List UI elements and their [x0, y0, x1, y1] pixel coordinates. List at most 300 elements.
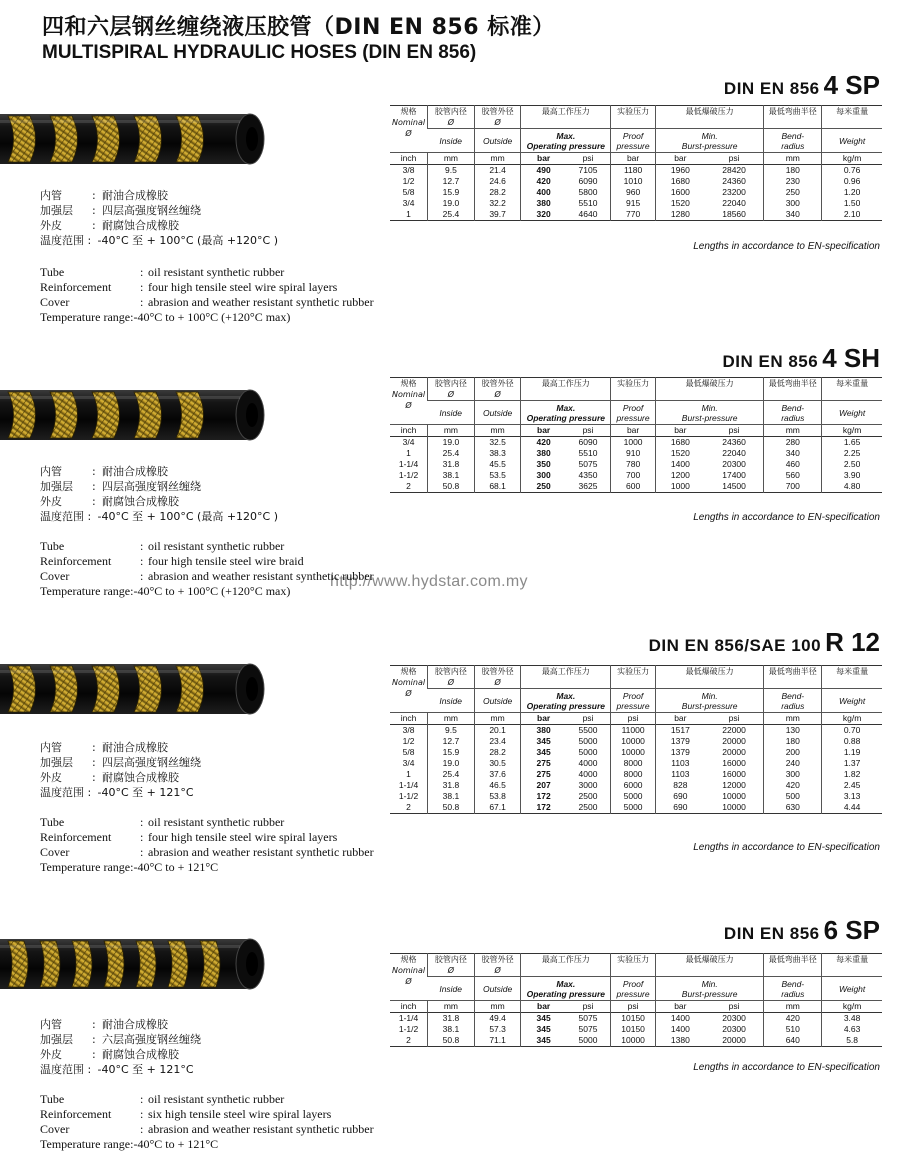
table-cell: 2.25 — [822, 448, 882, 459]
table-cell: 500 — [764, 791, 822, 802]
spec-row-cn — [40, 785, 201, 800]
header-text: Ø — [447, 118, 455, 127]
spec-row-en — [40, 280, 388, 295]
header-text: Burst-pressure — [681, 700, 738, 711]
unit-cell: inch — [400, 713, 417, 723]
standard-title-type: 4 SH — [822, 343, 880, 373]
spec-colon: : — [87, 1063, 92, 1076]
spec-colon: : — [140, 1092, 144, 1106]
table-header-cell — [390, 666, 428, 713]
spec-value-en: -40°C to + 121°C — [133, 1137, 219, 1151]
table-cell: 23200 — [722, 187, 746, 197]
standard-title — [724, 70, 880, 101]
spec-colon: : — [140, 265, 144, 279]
unit-cell: bar — [655, 425, 704, 437]
table-header-cell — [390, 954, 428, 1001]
table-cell: 1379 — [655, 736, 704, 747]
table-units-row — [390, 1001, 882, 1013]
table-cell: 350 — [521, 459, 566, 470]
header-text: Burst-pressure — [681, 140, 738, 151]
spec-colon: : — [87, 234, 92, 247]
table-cell: 1010 — [611, 176, 656, 187]
spec-value-cn: 耐油合成橡胶 — [102, 189, 168, 202]
table-cell: 38.1 — [428, 791, 475, 802]
spec-colon: : — [140, 554, 144, 568]
spec-row-en — [40, 1122, 428, 1137]
spec-table — [390, 105, 882, 221]
spec-label-cn: 温度范围 — [40, 510, 84, 523]
header-text: 胶管内径 — [434, 107, 467, 116]
spec-label-en: Cover — [40, 569, 70, 583]
unit-cell: mm — [428, 1001, 475, 1013]
standard-title — [649, 627, 880, 658]
header-text: 规格 — [400, 667, 417, 676]
spec-label-cn: 内管 — [40, 741, 62, 754]
table-cell: 250 — [521, 481, 566, 493]
spec-colon: : — [92, 1048, 96, 1061]
header-text: Outside — [482, 695, 513, 706]
spec-value-cn: 耐腐蚀合成橡胶 — [102, 219, 179, 232]
website-url: http://www.hydstar.com.my — [330, 573, 528, 590]
table-cell: 4350 — [578, 470, 598, 480]
spec-list-cn — [40, 464, 278, 524]
table-cell: 20300 — [722, 1024, 746, 1034]
table-cell: 1/2 — [402, 176, 415, 186]
table-cell: 28.2 — [474, 747, 521, 758]
table-cell: 1180 — [611, 165, 656, 177]
spec-row-cn — [40, 203, 278, 218]
header-text: 最低弯曲半径 — [768, 379, 817, 388]
table-row — [390, 736, 882, 747]
spec-label-cn: 外皮 — [40, 771, 62, 784]
table-cell: 1680 — [655, 176, 704, 187]
spec-value-cn: 耐油合成橡胶 — [102, 465, 168, 478]
table-cell: 1-1/2 — [398, 1024, 419, 1034]
table-cell: 6090 — [578, 437, 598, 447]
unit-cell: mm — [764, 425, 822, 437]
table-cell: 10150 — [611, 1024, 656, 1035]
table-cell: 915 — [611, 198, 656, 209]
table-cell: 460 — [764, 459, 822, 470]
table-cell: 400 — [521, 187, 566, 198]
header-text: Outside — [482, 983, 513, 994]
unit-cell: kg/m — [822, 425, 882, 437]
table-header-cell — [428, 666, 475, 689]
spec-row-cn — [40, 770, 201, 785]
header-text: Bend- — [781, 690, 805, 701]
spec-label-cn: 外皮 — [40, 1048, 62, 1061]
table-cell: 1380 — [655, 1035, 704, 1047]
table-cell: 4000 — [578, 758, 598, 768]
table-header-cell — [655, 666, 763, 689]
table-cell: 2.45 — [822, 780, 882, 791]
spec-row-cn — [40, 509, 278, 524]
spec-value-en: abrasion and weather resistant synthetic rubber — [148, 845, 374, 859]
table-cell: 1200 — [655, 470, 704, 481]
table-cell: 10000 — [611, 1035, 656, 1047]
table-cell: 5510 — [578, 198, 598, 208]
spec-table — [390, 953, 882, 1047]
header-text: 最高工作压力 — [541, 107, 590, 116]
header-text: 实验压力 — [617, 107, 650, 116]
header-text: Proof — [622, 402, 644, 413]
table-row — [390, 1013, 882, 1025]
table-cell: 39.7 — [474, 209, 521, 221]
hose-illustration — [0, 100, 270, 178]
header-text: Proof — [622, 130, 644, 141]
table-header-cell — [474, 977, 521, 1001]
unit-cell: bar — [655, 153, 704, 165]
header-text: radius — [781, 988, 805, 999]
table-header-cell — [611, 378, 656, 401]
table-cell: 31.8 — [428, 780, 475, 791]
table-cell: 3.48 — [822, 1013, 882, 1025]
table-cell: 960 — [611, 187, 656, 198]
table-cell: 11000 — [611, 725, 656, 737]
spec-label-en: Cover — [40, 1122, 70, 1136]
table-header-cell — [428, 378, 475, 401]
table-cell: 4.44 — [822, 802, 882, 814]
header-text: 最低爆破压力 — [685, 379, 734, 388]
table-cell: 71.1 — [474, 1035, 521, 1047]
table-header-cell — [822, 977, 882, 1001]
table-cell: 0.88 — [822, 736, 882, 747]
header-text: 胶管外径 — [481, 107, 514, 116]
table-cell: 345 — [521, 1024, 566, 1035]
table-cell: 3625 — [578, 481, 598, 491]
table-header-cell — [428, 977, 475, 1001]
spec-row-en — [40, 554, 388, 569]
unit-cell: psi — [582, 1001, 594, 1011]
header-text: 规格 — [400, 955, 417, 964]
table-header-cell — [655, 378, 763, 401]
table-cell: 1400 — [655, 459, 704, 470]
table-cell: 20000 — [722, 736, 746, 746]
unit-cell: psi — [611, 1001, 656, 1013]
table-cell: 1517 — [655, 725, 704, 737]
unit-cell: psi — [728, 713, 740, 723]
table-cell: 10000 — [722, 791, 746, 801]
table-header-cell — [428, 689, 475, 713]
table-header-cell — [428, 129, 475, 153]
table-row — [390, 437, 882, 449]
table-cell: 16000 — [722, 758, 746, 768]
table-row — [390, 470, 882, 481]
table-cell: 22040 — [722, 448, 746, 458]
header-text: Weight — [838, 135, 866, 146]
spec-colon: : — [140, 815, 144, 829]
header-text: Nominal — [392, 118, 426, 127]
spec-label-en: Temperature range — [40, 1137, 131, 1151]
table-header-cell — [521, 977, 611, 1001]
unit-cell: mm — [764, 153, 822, 165]
standard-title-type: 4 SP — [823, 70, 880, 100]
spec-label-cn: 外皮 — [40, 219, 62, 232]
header-text: Max. — [556, 978, 576, 989]
table-cell: 12.7 — [428, 176, 475, 187]
spec-colon: : — [87, 510, 92, 523]
spec-row-cn — [40, 1017, 201, 1032]
hose-illustration — [0, 650, 270, 728]
table-header-row — [390, 129, 882, 153]
table-cell: 8000 — [611, 758, 656, 769]
table-row — [390, 165, 882, 177]
table-row — [390, 176, 882, 187]
unit-cell: kg/m — [822, 1001, 882, 1013]
header-text: 最低弯曲半径 — [768, 955, 817, 964]
header-text: radius — [781, 700, 805, 711]
spec-label-en: Cover — [40, 845, 70, 859]
spec-value-cn: 耐油合成橡胶 — [102, 1018, 168, 1031]
table-cell: 1680 — [655, 437, 704, 449]
spec-value-en: -40°C to + 121°C — [133, 860, 219, 874]
unit-cell: kg/m — [822, 713, 882, 725]
table-cell: 640 — [764, 1035, 822, 1047]
table-cell: 10150 — [611, 1013, 656, 1025]
table-cell: 50.8 — [428, 481, 475, 493]
unit-cell: bar — [611, 425, 656, 437]
table-cell: 19.0 — [428, 437, 475, 449]
table-cell: 19.0 — [428, 758, 475, 769]
table-header-cell — [390, 378, 428, 425]
table-cell: 2.10 — [822, 209, 882, 221]
spec-colon: : — [92, 219, 96, 232]
table-cell: 1-1/4 — [398, 1013, 419, 1023]
table-units-row — [390, 425, 882, 437]
spec-note: Lengths in accordance to EN-specification — [693, 241, 880, 252]
table-cell: 4640 — [578, 209, 598, 219]
table-header-cell — [390, 106, 428, 153]
hose-illustration — [0, 376, 270, 454]
table-cell: 53.5 — [474, 470, 521, 481]
table-header-cell — [521, 378, 611, 401]
spec-label-en: Tube — [40, 1092, 65, 1106]
spec-colon: : — [92, 480, 96, 493]
table-header-cell — [822, 689, 882, 713]
table-cell: 10000 — [611, 747, 656, 758]
standard-title-type: 6 SP — [823, 915, 880, 945]
unit-cell: mm — [474, 1001, 521, 1013]
unit-cell: psi — [728, 1001, 740, 1011]
spec-value-cn: 耐腐蚀合成橡胶 — [102, 771, 179, 784]
table-cell: 1.37 — [822, 758, 882, 769]
hose-illustration — [0, 925, 270, 1003]
unit-cell: inch — [400, 425, 417, 435]
table-cell: 345 — [521, 736, 566, 747]
table-cell: 1.82 — [822, 769, 882, 780]
spec-label-cn: 内管 — [40, 465, 62, 478]
unit-cell: psi — [582, 713, 594, 723]
table-cell: 420 — [521, 437, 566, 449]
standard-title — [724, 915, 880, 946]
table-cell: 380 — [521, 448, 566, 459]
header-text: Operating pressure — [526, 140, 606, 151]
spec-row-cn — [40, 233, 278, 248]
table-cell: 50.8 — [428, 1035, 475, 1047]
table-header-cell — [764, 106, 822, 129]
spec-row-cn — [40, 479, 278, 494]
spec-list-cn — [40, 740, 201, 800]
table-cell: 28.2 — [474, 187, 521, 198]
spec-value-cn: 六层高强度钢丝缠绕 — [102, 1033, 201, 1046]
spec-value-en: four high tensile steel wire braid — [148, 554, 304, 568]
table-header-cell — [655, 129, 763, 153]
spec-label-cn: 加强层 — [40, 480, 73, 493]
table-cell: 5510 — [578, 448, 598, 458]
spec-row-cn — [40, 494, 278, 509]
spec-value-cn: 耐腐蚀合成橡胶 — [102, 495, 179, 508]
header-text: 每米重量 — [836, 379, 869, 388]
header-text: 胶管内径 — [434, 667, 467, 676]
header-text: Inside — [439, 407, 463, 418]
spec-colon: : — [92, 741, 96, 754]
table-cell: 1-1/4 — [398, 459, 419, 469]
header-text: 最低爆破压力 — [685, 107, 734, 116]
spec-label-en: Temperature range — [40, 860, 131, 874]
table-header-cell — [764, 378, 822, 401]
spec-label-en: Reinforcement — [40, 554, 112, 568]
header-text: 最低爆破压力 — [685, 955, 734, 964]
table-header-cell — [428, 954, 475, 977]
table-header-row — [390, 977, 882, 1001]
spec-note: Lengths in accordance to EN-specification — [693, 512, 880, 523]
table-cell: 0.96 — [822, 176, 882, 187]
table-header-cell — [474, 954, 521, 977]
header-text: Nominal — [392, 966, 426, 975]
spec-value-cn: -40°C 至 + 100°C (最高 +120°C ) — [97, 510, 278, 523]
spec-list-en — [40, 1092, 428, 1152]
table-cell: 14500 — [722, 481, 746, 491]
header-text: Ø — [405, 977, 412, 986]
spec-table — [390, 665, 882, 814]
table-header-cell — [428, 401, 475, 425]
table-header-row — [390, 378, 882, 401]
table-cell: 4.63 — [822, 1024, 882, 1035]
page-title-en: MULTISPIRAL HYDRAULIC HOSES (DIN EN 856) — [42, 42, 477, 63]
header-text: Operating pressure — [526, 700, 606, 711]
table-row — [390, 209, 882, 221]
table-cell: 32.2 — [474, 198, 521, 209]
table-cell: 38.1 — [428, 470, 475, 481]
table-cell: 67.1 — [474, 802, 521, 814]
header-text: 最高工作压力 — [541, 379, 590, 388]
header-text: Weight — [838, 983, 866, 994]
table-cell: 380 — [521, 725, 566, 737]
table-cell: 16000 — [722, 769, 746, 779]
header-text: Ø — [494, 966, 501, 975]
spec-label-en: Temperature range — [40, 310, 131, 324]
table-cell: 280 — [764, 437, 822, 449]
hose-image — [0, 100, 270, 178]
table-cell: 3/8 — [402, 165, 415, 175]
spec-row-cn — [40, 755, 201, 770]
spec-colon: : — [140, 280, 144, 294]
table-cell: 5/8 — [402, 187, 415, 197]
table-header-row — [390, 401, 882, 425]
header-text: Ø — [405, 689, 412, 698]
spec-colon: : — [140, 295, 144, 309]
table-cell: 5/8 — [402, 747, 415, 757]
table-header-cell — [764, 689, 822, 713]
table-cell: 420 — [521, 176, 566, 187]
hose-image — [0, 925, 270, 1003]
header-text: Outside — [482, 135, 513, 146]
table-header-cell — [764, 666, 822, 689]
unit-cell: mm — [474, 425, 521, 437]
table-header-cell — [764, 129, 822, 153]
header-text: Ø — [405, 129, 412, 138]
spec-colon: : — [140, 569, 144, 583]
table-cell: 15.9 — [428, 187, 475, 198]
table-cell: 38.1 — [428, 1024, 475, 1035]
table-cell: 9.5 — [428, 725, 475, 737]
spec-colon: : — [92, 756, 96, 769]
spec-row-en — [40, 295, 388, 310]
page-title-cn: 四和六层钢丝缠绕液压胶管（DIN EN 856 标准） — [42, 15, 555, 40]
unit-cell: bar — [521, 713, 566, 725]
table-cell: 340 — [764, 448, 822, 459]
table-header-cell — [764, 954, 822, 977]
table-header-cell — [521, 129, 611, 153]
table-cell: 20000 — [722, 747, 746, 757]
spec-row-en — [40, 539, 388, 554]
unit-cell: psi — [728, 153, 740, 163]
header-text: Proof — [622, 690, 644, 701]
header-text: Inside — [439, 695, 463, 706]
header-text: pressure — [616, 988, 650, 999]
table-cell: 510 — [764, 1024, 822, 1035]
spec-colon: : — [140, 845, 144, 859]
table-cell: 1-1/2 — [398, 470, 419, 480]
table-cell: 25.4 — [428, 769, 475, 780]
spec-value-en: oil resistant synthetic rubber — [148, 815, 285, 829]
table-cell: 28420 — [722, 165, 746, 175]
table-cell: 45.5 — [474, 459, 521, 470]
unit-cell: psi — [728, 425, 740, 435]
table-cell: 5000 — [611, 802, 656, 814]
header-text: Proof — [622, 978, 644, 989]
header-text: Ø — [405, 401, 412, 410]
header-text: Max. — [556, 130, 576, 141]
table-cell: 1 — [406, 769, 411, 779]
table-cell: 490 — [521, 165, 566, 177]
header-text: 最低弯曲半径 — [768, 107, 817, 116]
header-text: 最高工作压力 — [541, 667, 590, 676]
table-cell: 3/4 — [402, 437, 415, 447]
unit-cell: mm — [428, 713, 475, 725]
table-row — [390, 448, 882, 459]
spec-value-cn: 耐腐蚀合成橡胶 — [102, 1048, 179, 1061]
header-text: 规格 — [400, 379, 417, 388]
table-cell: 1400 — [655, 1013, 704, 1025]
spec-value-en: four high tensile steel wire spiral layers — [148, 830, 338, 844]
spec-value-cn: 耐油合成橡胶 — [102, 741, 168, 754]
table-cell: 46.5 — [474, 780, 521, 791]
table-header-cell — [822, 401, 882, 425]
header-text: Min. — [701, 978, 718, 989]
table-header-cell — [521, 954, 611, 977]
spec-label-cn: 加强层 — [40, 204, 73, 217]
table-row — [390, 481, 882, 493]
spec-label-en: Tube — [40, 539, 65, 553]
header-text: Ø — [494, 678, 501, 687]
table-cell: 780 — [611, 459, 656, 470]
header-text: 最低弯曲半径 — [768, 667, 817, 676]
table-header-cell — [764, 977, 822, 1001]
table-cell: 345 — [521, 747, 566, 758]
table-header-cell — [822, 954, 882, 977]
table-cell: 5000 — [578, 736, 598, 746]
